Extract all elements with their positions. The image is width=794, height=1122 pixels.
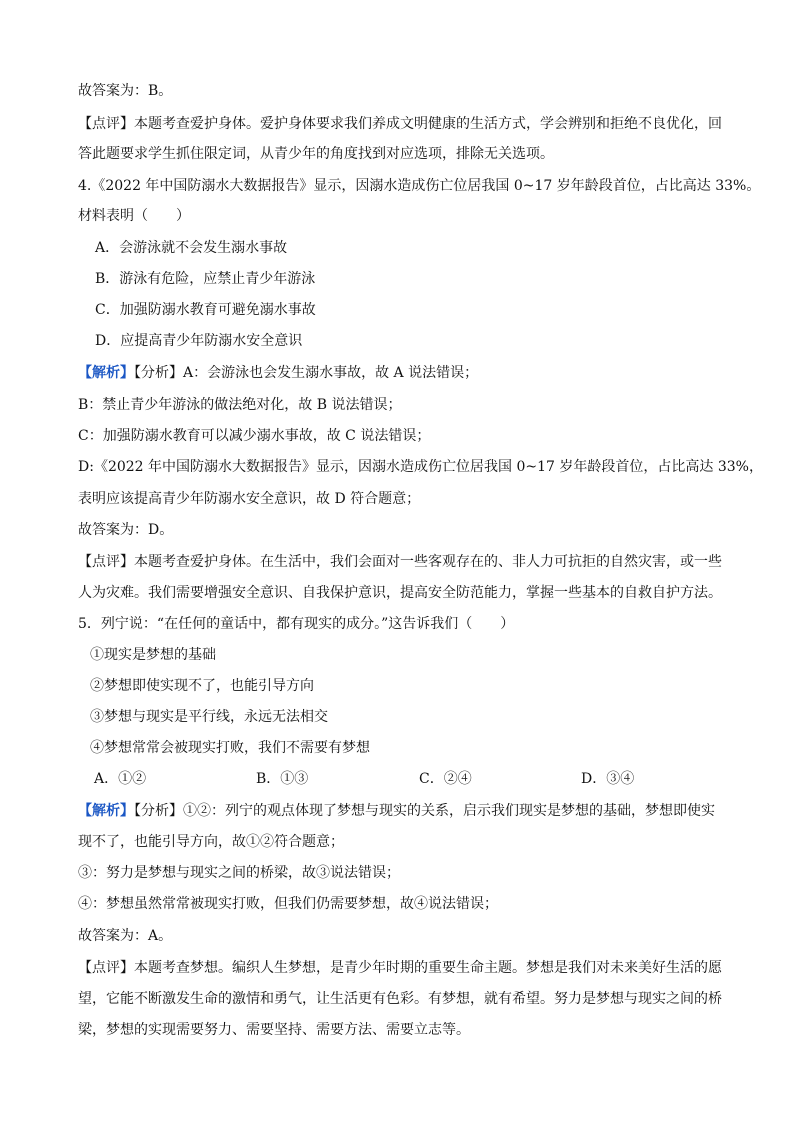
comment-q5-end: 梁，梦想的实现需要努力、需要坚持、需要方法、需要立志等。 — [78, 1022, 470, 1038]
q5-choice-d: D．③④ — [581, 771, 635, 787]
question-4-stem: 4.《2022 年中国防溺水大数据报告》显示，因溺水造成伤亡位居我国 0~17 岁年龄段首位，占比高达 33%。 — [78, 178, 761, 194]
q5-statement-4: ④梦想常常会被现实打败，我们不需要有梦想 — [90, 740, 370, 756]
q5-analysis-text: 【分析】①②：列宁的观点体现了梦想与现实的关系，启示我们现实是梦想的基础，梦想即使实 — [134, 803, 715, 819]
q5-choice-c: C．②④ — [419, 771, 472, 787]
q4-analysis-d: D:《2022 年中国防溺水大数据报告》显示，因溺水造成伤亡位居我国 0~17 岁年龄段首位，占比高达 33%， — [78, 459, 763, 475]
q5-statement-3: ③梦想与现实是平行线，永远无法相交 — [90, 709, 328, 725]
q4-option-b: B．游泳有危险，应禁止青少年游泳 — [95, 271, 316, 287]
q4-option-a: A．会游泳就不会发生溺水事故 — [95, 240, 288, 256]
q5-choice-b: B．①③ — [256, 771, 309, 787]
q4-analysis-c: C：加强防溺水教育可以减少溺水事故，故 C 说法错误； — [78, 428, 431, 444]
answer-line-q5: 故答案为：A。 — [78, 928, 173, 944]
q5-choice-a: A．①② — [94, 771, 147, 787]
q5-statement-1: ①现实是梦想的基础 — [90, 647, 216, 663]
q5-analysis-4: ④：梦想虽然常常被现实打败，但我们仍需要梦想，故④说法错误； — [78, 896, 498, 912]
comment-q3-cont: 答此题要求学生抓住限定词，从青少年的角度找到对应选项，排除无关选项。 — [78, 146, 554, 162]
q4-analysis-b: B：禁止青少年游泳的做法绝对化，故 B 说法错误； — [78, 397, 402, 413]
comment-q3: 【点评】本题考查爱护身体。爱护身体要求我们养成文明健康的生活方式，学会辨别和拒绝不良优化，回 — [78, 116, 722, 132]
q4-option-d: D．应提高青少年防溺水安全意识 — [95, 333, 303, 349]
q5-statement-2: ②梦想即使实现不了，也能引导方向 — [90, 678, 314, 694]
analysis-tag: 【解析】 — [78, 365, 134, 381]
answer-line-q4: 故答案为：D。 — [78, 522, 174, 538]
question-4-stem-cont: 材料表明（ ） — [78, 208, 190, 224]
q5-analysis-line — [78, 801, 778, 821]
q4-analysis-text: 【分析】A：会游泳也会发生溺水事故，故 A 说法错误； — [134, 365, 479, 381]
comment-q4-cont: 人为灾难。我们需要增强安全意识、自我保护意识，提高安全防范能力，掌握一些基本的自救自护方法。 — [78, 585, 722, 601]
q4-option-c: C．加强防溺水教育可避免溺水事故 — [95, 302, 316, 318]
comment-q4: 【点评】本题考查爱护身体。在生活中，我们会面对一些客观存在的、非人力可抗拒的自然灾害，或一些 — [78, 554, 722, 570]
question-5-stem: 5．列宁说：“在任何的童话中，都有现实的成分。”这告诉我们（ ） — [78, 616, 515, 632]
q5-analysis-cont: 现不了，也能引导方向，故①②符合题意； — [78, 834, 344, 850]
q5-choices — [78, 769, 778, 789]
comment-q5: 【点评】本题考查梦想。编织人生梦想，是青少年时期的重要生命主题。梦想是我们对未来美好生活的愿 — [78, 960, 722, 976]
q4-analysis-line — [78, 363, 778, 383]
q4-analysis-d-cont: 表明应该提高青少年防溺水安全意识，故 D 符合题意； — [78, 491, 421, 507]
answer-line-q3: 故答案为：B。 — [78, 83, 173, 99]
q5-analysis-3: ③：努力是梦想与现实之间的桥梁，故③说法错误； — [78, 865, 400, 881]
analysis-tag: 【解析】 — [78, 803, 134, 819]
comment-q5-cont: 望，它能不断激发生命的激情和勇气，让生活更有色彩。有梦想，就有希望。努力是梦想与现实之间的桥 — [78, 991, 722, 1007]
